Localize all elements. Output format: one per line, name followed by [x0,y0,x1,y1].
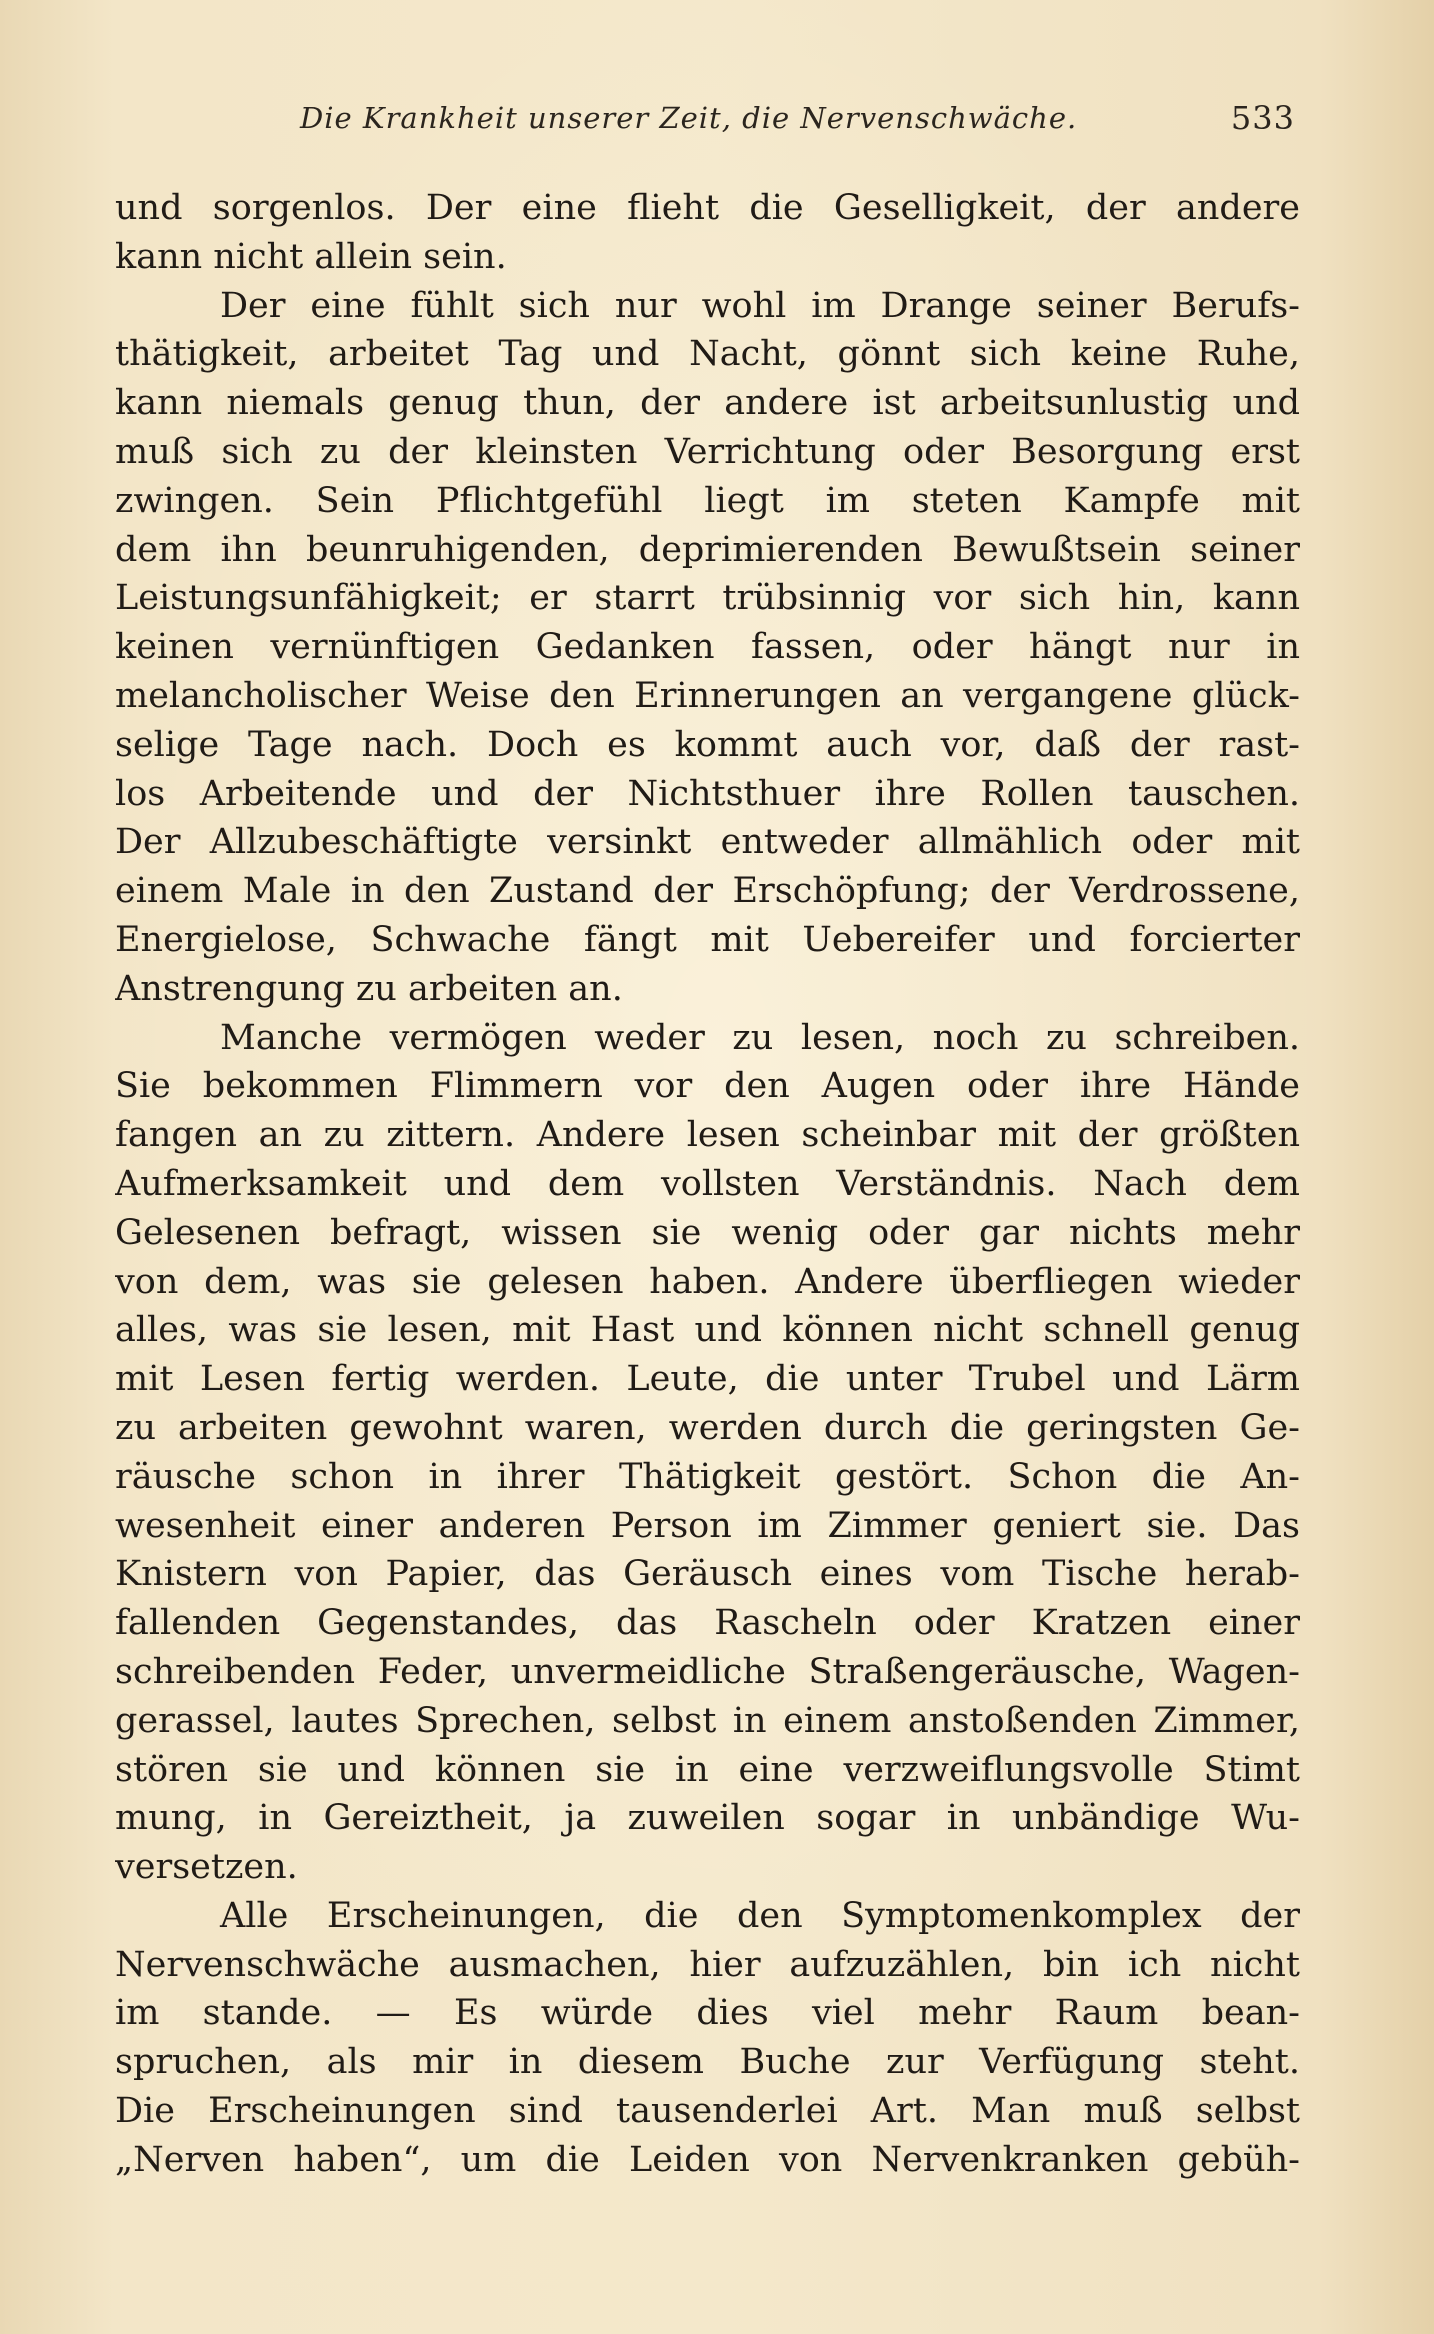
text-line: Manche vermögen weder zu lesen, noch zu schreiben. [220,1017,1300,1058]
text-line: gerassel, lautes Sprechen, selbst in einem anstoßenden Zimmer, [115,1700,1300,1741]
text-line: spruchen, als mir in diesem Buche zur Verfügung steht. [115,2042,1300,2083]
text-line: Aufmerksamkeit und dem vollsten Verständnis. Nach dem [115,1163,1300,1204]
text-line: zwingen. Sein Pflichtgefühl liegt im steten Kampfe mit [115,480,1300,521]
page-header [300,92,1295,144]
text-line: von dem, was sie gelesen haben. Andere überfliegen wieder [115,1261,1300,1302]
text-line: los Arbeitende und der Nichtsthuer ihre Rollen tauschen. [115,773,1300,814]
text-line: wesenheit einer anderen Person im Zimmer geniert sie. Das [115,1505,1300,1546]
text-line: Die Erscheinungen sind tausenderlei Art. Man muß selbst [115,2091,1300,2132]
text-line: keinen vernünftigen Gedanken fassen, oder hängt nur in [115,627,1300,668]
text-line: im stande. — Es würde dies viel mehr Raum bean- [115,1993,1300,2034]
text-line: mung, in Gereiztheit, ja zuweilen sogar in unbändige Wu- [115,1798,1300,1839]
text-line: „Nerven haben“, um die Leiden von Nervenkranken gebüh- [115,2139,1300,2180]
text-line: muß sich zu der kleinsten Verrichtung oder Besorgung erst [115,431,1300,472]
text-line: Sie bekommen Flimmern vor den Augen oder ihre Hände [115,1066,1300,1107]
text-line: fangen an zu zittern. Andere lesen scheinbar mit der größten [115,1115,1300,1156]
text-line: dem ihn beunruhigenden, deprimierenden Bewußtsein seiner [115,529,1300,570]
text-line: fallenden Gegenstandes, das Rascheln oder Kratzen einer [115,1603,1300,1644]
text-line: kann nicht allein sein. [115,236,507,277]
text-line: zu arbeiten gewohnt waren, werden durch die geringsten Ge- [115,1407,1300,1448]
text-line: Energielose, Schwache fängt mit Uebereifer und forcierter [115,919,1300,960]
text-line: selige Tage nach. Doch es kommt auch vor, daß der rast- [115,724,1300,765]
text-line: Der Allzubeschäftigte versinkt entweder allmählich oder mit [115,822,1300,863]
text-line: versetzen. [115,1847,298,1888]
text-line: einem Male in den Zustand der Erschöpfung; der Verdrossene, [115,871,1300,912]
text-line: schreibenden Feder, unvermeidliche Straßengeräusche, Wagen- [115,1651,1300,1692]
text-line: räusche schon in ihrer Thätigkeit gestört. Schon die An- [115,1456,1300,1497]
text-line: thätigkeit, arbeitet Tag und Nacht, gönnt sich keine Ruhe, [115,334,1300,375]
running-title: Die Krankheit unserer Zeit, die Nervenschwäche. [300,101,1078,135]
page-number: 533 [1230,99,1295,137]
text-line: Knistern von Papier, das Geräusch eines vom Tische herab- [115,1554,1300,1595]
text-line: melancholischer Weise den Erinnerungen an vergangene glück- [115,675,1300,716]
text-line: Nervenschwäche ausmachen, hier aufzuzählen, bin ich nicht [115,1944,1300,1985]
text-line: Alle Erscheinungen, die den Symptomenkomplex der [220,1895,1300,1936]
text-line: und sorgenlos. Der eine flieht die Geselligkeit, der andere [115,188,1300,228]
text-line: Gelesenen befragt, wissen sie wenig oder gar nichts mehr [115,1212,1300,1253]
text-line: mit Lesen fertig werden. Leute, die unter Trubel und Lärm [115,1359,1300,1400]
text-line: Der eine fühlt sich nur wohl im Drange seiner Berufs- [220,285,1300,326]
text-line: alles, was sie lesen, mit Hast und können nicht schnell genug [115,1310,1300,1351]
text-line: Anstrengung zu arbeiten an. [115,968,623,1009]
text-line: Leistungsunfähigkeit; er starrt trübsinnig vor sich hin, kann [115,578,1300,619]
body-text [115,184,1300,2185]
text-line: kann niemals genug thun, der andere ist arbeitsunlustig und [115,383,1300,424]
text-line: stören sie und können sie in eine verzweiflungsvolle Stimt [115,1749,1300,1790]
